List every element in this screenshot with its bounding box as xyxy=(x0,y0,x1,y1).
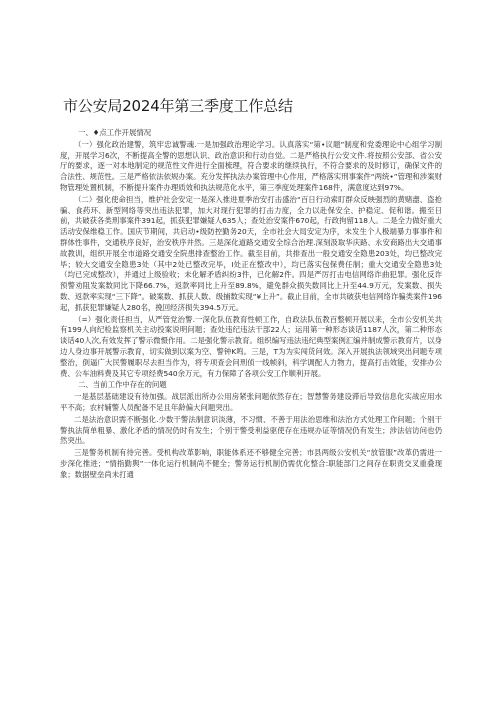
paragraph-issue-mechanism: 三是警务机制有待完善。受机构改革影响，职能体系还不够健全完善；市县两级公安机关“放管服”改革仍需进一步深化推进；“情指勤舆”一体化运行机制尚不健全；警务运行机制仍需优化整合:职能部门之间存在职责交叉重叠现象；数据壁垒尚未打通 xyxy=(60,448,442,479)
paragraph-party-discipline: （=）强化责任担当，从严管党治警.一深化队伍教育性顿工作，自政法队伍教百整顿开展以来，全市公安机关共有199人向纪检监察机关主动投案说明问题；查处违纪违法干部22人；运用第一种形态谈话1187人次，第二种形态谈话40人次,有效发挥了警示微慑作用。二是强化警示教育。组织编写违法违纪典型案例汇编并制成警示教育片，以身边人身边事开展警示教育，切实做到以案为空、警钟K鸣。三是，T为为实闯货问效。深入开展执法领域突出问题专项整治，倒逼广大民警履职尽去担当作为，将专项查会问刑侦一线帧斜，科学调配人力物力，提高打击效能，安排办公费、公车油料费及其它专项经费540余万元，有力保障了各项公安工作顺利开展。 xyxy=(60,314,442,378)
paragraph-issue-rule-of-law: 二是法治意识需不断强化.少数干警法制意识淡薄，不习惯、不善于用法治思维和法治方式处理工作问题；个别干警执法简单粗暴、激化矛盾的情况仍时有发生；个别干警受利益驱使存在违规办证等情况仍有发生；涉法信访问也仍然突出。 xyxy=(60,414,442,446)
paragraph-issue-infrastructure: 一是基层基础建设有待加强。战层派出所办公用房紧张问题依然存在；智慧警务建设滞后导致信息化实战应用水平不高；农村辅警人员配备不足且年龄偏大问题突出。 xyxy=(60,392,442,412)
paragraph-political-building: （一）强化政治建警，筑牢忠诚警魂.一是加强政治理论学习。认真落实“第•议题”制度和党委理论中心组学习制度，开展学习6次，不断提高全警的思想认识、政治意识和行动自觉。二是严格执行公安文件.将按照公安部、省公安厅的要求，逐一对本地制定的规范性文件进行全面梳理，符合要求的继续执行，不符合要求的及时修订，确保文件的合法性、规范性。三是严格依法依规办案。充分发挥执法办案管理中心作用，严格落实刑事案件“两统•”管理和涉案财物管理处置机制，不断提升案件办理质效和执法规范化水平，第三季度处理案件168件，满意度达到97%。 xyxy=(60,139,442,192)
section-heading-1: 一、♦点工作开展情况 xyxy=(78,128,152,137)
paragraph-social-stability: （二）强化使命担当，维护社会安定一是深入推进夏季治安打击盛治“百日行动索盯群众反映强烈的黄赌盡、盗抢骗、食药环、新型网络等突出违法犯罪，加大对现行犯罪的打击力度，全力以赴保安全、护稳定、促和谐。搬至日前，共破获各类刑事案件391起，抓获犯罪嫌疑人635人；查处治安案件670起，行政拘留118人。二是全力做好重大活动安保维稳工作。国庆节期间，共启动•级防控勤务20天，全市社会大局安定为序，未发生个人极端暴力事事件和群体性事件，交通秩序良好，治安秩序井然。三是深化道路交通安全综合治理.深刻汲取华庆路、永安商路出大交通事故教训，组织开展全市道路交通安全院患排查整治工作。截至目前，共排查出一般交通安全隐患203处，均已整改完毕；较大交通安全隐患3处（其中2处已整改完毕，Ⅰ处正在整改中），均已落实包保费任制；重大交通安全隐患3处（均已完成整改），并通过上级验收；未化解矛盾纠纷3件，已化解2件。四是严厉打击电信网络诈曲犯罪。强化反诈预警劝阻发案数同比下降66.7%，返款率同比上升至89.8%，避免群众损失数同比上升至44.9万元，发案数、损失数、返款率实现“三下降”。破案数、抓获人数、级捕数实现“¥上升”。截止目前，全市共破获电信网络诈骗类案件196起，抓获犯罪嫌疑人280名，挽回经济损失394.5万元。 xyxy=(60,194,442,312)
document-title: 市公安局2024年第三季度工作总结 xyxy=(63,97,293,115)
section-heading-2: 二、当前工作中存在的问题 xyxy=(78,380,167,390)
